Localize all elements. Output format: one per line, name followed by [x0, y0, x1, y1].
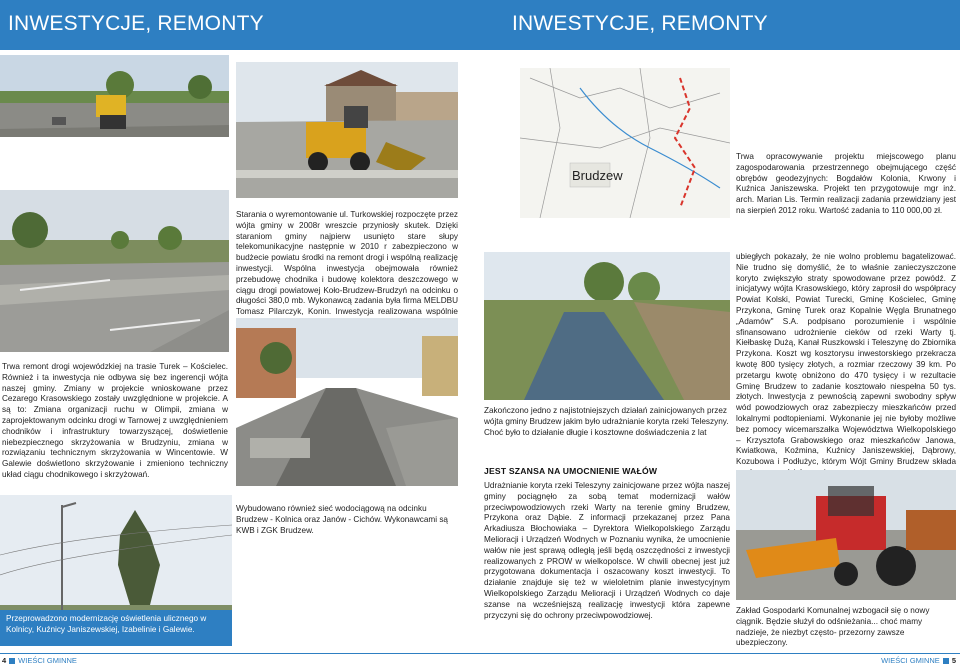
river-caption: Zakończono jedno z najistotniejszych działań zainicjowanych przez wójta gminy Brudzew jakim było udrażnianie koryta rzeki Teleszyny. Choć było to działanie długie i kosztowne doświadczenia z lat [484, 406, 729, 437]
right-page-header [480, 0, 960, 50]
right-page-title: INWESTYCJE, REMONTY [512, 12, 768, 35]
left-footer-label: WIEŚCI GMINNE [18, 656, 77, 665]
right-footer-label: WIEŚCI GMINNE [881, 656, 940, 665]
right-footer [480, 653, 960, 668]
middle-column-text: Starania o wyremontowanie ul. Turkowskiej rozpoczęte przez wójta gminy w 2008r wreszcie przyniosły skutek. Dzięki staraniom gminy najpierw usunięto stare słupy telekomunikacyjne następnie w 2010 r zabezpieczono w budżecie powiatu środki na remont drogi i wspólną realizację inwestycji. Wspólna inwestycja obejmowała również przebudowę chodnika i budowę kolektora deszczowego w ciągu drogi powiatowej Koło-Brudzew-Brudzyń na odcinku o długości 380,0 mb. Wykonawcą zadania była firma MELDBU Tomasz Pilarczyk, Konin. Inwestycja realizowana wspólnie [236, 210, 458, 317]
walls-subheading: JEST SZANSA NA UMOCNIENIE WAŁÓW [484, 466, 658, 476]
tractor-caption: Zakład Gospodarki Komunalnej wzbogacił się o nowy ciągnik. Będzie służył do odśnieżania... choć mamy nadzieje, że niezbyt często- przezorny zawsze ubezpieczony. [736, 606, 930, 648]
spatial-plan-text: Trwa opracowywanie projektu miejscowego planu zagospodarowania przestrzennego obejmującego część obrębów geodezyjnych: Bogdałów Kolonia, Krwony i Kuźnica Janiszewska. Projekt ten przygotowuje mgr inż. arch. Marian Lis. Termin realizacji zadania przewidziany jest na sierpień 2012 roku. Wartość zadania to 110 000,00 zł. [736, 152, 956, 215]
water-pipeline-text: Wybudowano również sieć wodociągową na odcinku Brudzew - Kolnica oraz Janów - Cichów. Wykonawcami są KWB i ZGK Brudzew. [236, 504, 448, 535]
walls-text: Udrażnianie koryta rzeki Teleszyny zainicjowane przez wójta naszej gminy pociągnęło za sobą temat modernizacji wałów przeciwpowodziowych rzeki Warty na terenie gminy Brudzew, Przykona oraz Dąbie. Z informacji przekazanej przez Pana Arkadiusza Błochowiaka – Dyrektora Wielkopolskiego Zarządu Melioracji i Urządzeń Wodnych w Poznaniu wynika, że umocnienie wałów nie jest sprawą odległą jeśli będą oszczędności z inwestycji realizowanych z PROW w wielkopolsce. W chwili obecnej jest już przygotowana dokumentacja i oszacowany koszt inwestycji. To działanie znajduje się też w wieloletnim planie inwestycyjnym Wielkopolskiego Zarządu Melioracji i Urządzeń Wodnych co daje szanse na wcześniejszą realizację inwestycji która zapewne przyczyni się do ochrony przeciwpowodziowej. [484, 481, 730, 620]
left-footer-page [2, 656, 77, 665]
map-label-brudzew: Brudzew [572, 168, 623, 183]
square-icon [943, 658, 949, 664]
street-light-caption: Przeprowadzono modernizację oświetlenia ulicznego w Kolnicy, Kuźnicy Janiszewskiej, Izabelinie i Galewie. [0, 610, 232, 646]
left-page-header [0, 0, 480, 50]
square-icon [9, 658, 15, 664]
photo-tractor [736, 470, 956, 600]
left-column-text: Trwa remont drogi wojewódzkiej na trasie Turek – Kościelec. Również i ta inwestycja nie odbywa się bez ingerencji wójta naszej gminy. Zmiany w projekcie wnioskowane przez Cezarego Krasowskiego zostały uwzględnione w projekcie. A są to: Zmiana organizacji ruchu w Olimpii, zmiana w zaprojektowanym odcinku drogi w Tarnowej z uwzględnieniem chodników i infrastruktury towarzyszącej, doświetlenie niebezpiecznego skrzyżowania w Brudzyniu, zmiana w rozwiązaniu technicznym skrzyżowania w Wincentowie. W Galewie doświetlono skrzyżowanie i zmieniono techniczny układ ciągu chodnikowego i skrzyżowań. [2, 362, 228, 479]
left-footer [0, 653, 480, 668]
left-footer-page-number: 4 [2, 656, 7, 665]
river-works-text: ubiegłych pokazały, że nie wolno problemu bagatelizować. Nie trudno się domyślić, że to właśnie zanieczyszczone koryto zwiększyło straty spowodowane przez powódź. Z inicjatywy wójta Krasowskiego, który zaprosił do współpracy Powiat Kolski, Powiat Turecki, Gminę Kościelec, Gminę Przykona, Gminę Turek oraz Kopalnie Węgla Brunatnego „Adamów" S.A. podpisano porozumienie i wspólnie sfinansowano udrożnienie cieków od rzeki Warty tj. Kiełbaskę Dużą, Kanał Ruszkowski i Teleszynę do Zbiornika Przykona. Koszt wg kosztorysu inwestorskiego przekracza kwotę 800 tysięcy złotych, a rozmiar rzeczowy 39 km. Po przetargu kwotę obniżono do 470 tysięcy i w rezultacie Gminę Brudzew to zadanie kosztowało niespełna 50 tys. złotych. Inwestycja z pewnością zapewni swobodny spływ wód powodziowych oraz zabezpieczy mieszkańców przed lokalnymi podtopieniami. Wykonanie jej nie byłoby możliwe bez pomocy wicemarszałka Województwa Wielkopolskiego – Krzysztofa Grabowskiego oraz mieszkańców Janowa, Kwiatkowa, Koźmina, Kuźnicy Janiszewskiej, Dąbrowy, Kozubowa i Podłużyc, którym Wójt Gminy Brudzew składa [736, 252, 956, 467]
right-page [480, 0, 960, 668]
right-footer-page [881, 656, 956, 665]
left-page-title: INWESTYCJE, REMONTY [8, 12, 264, 35]
photo-excavator [236, 62, 458, 198]
photo-paved-street [236, 318, 458, 486]
photo-crossroad [0, 190, 229, 352]
photo-river [484, 252, 730, 400]
map-image [520, 68, 730, 218]
right-footer-page-number: 5 [951, 656, 956, 665]
photo-road-roller [0, 55, 229, 137]
